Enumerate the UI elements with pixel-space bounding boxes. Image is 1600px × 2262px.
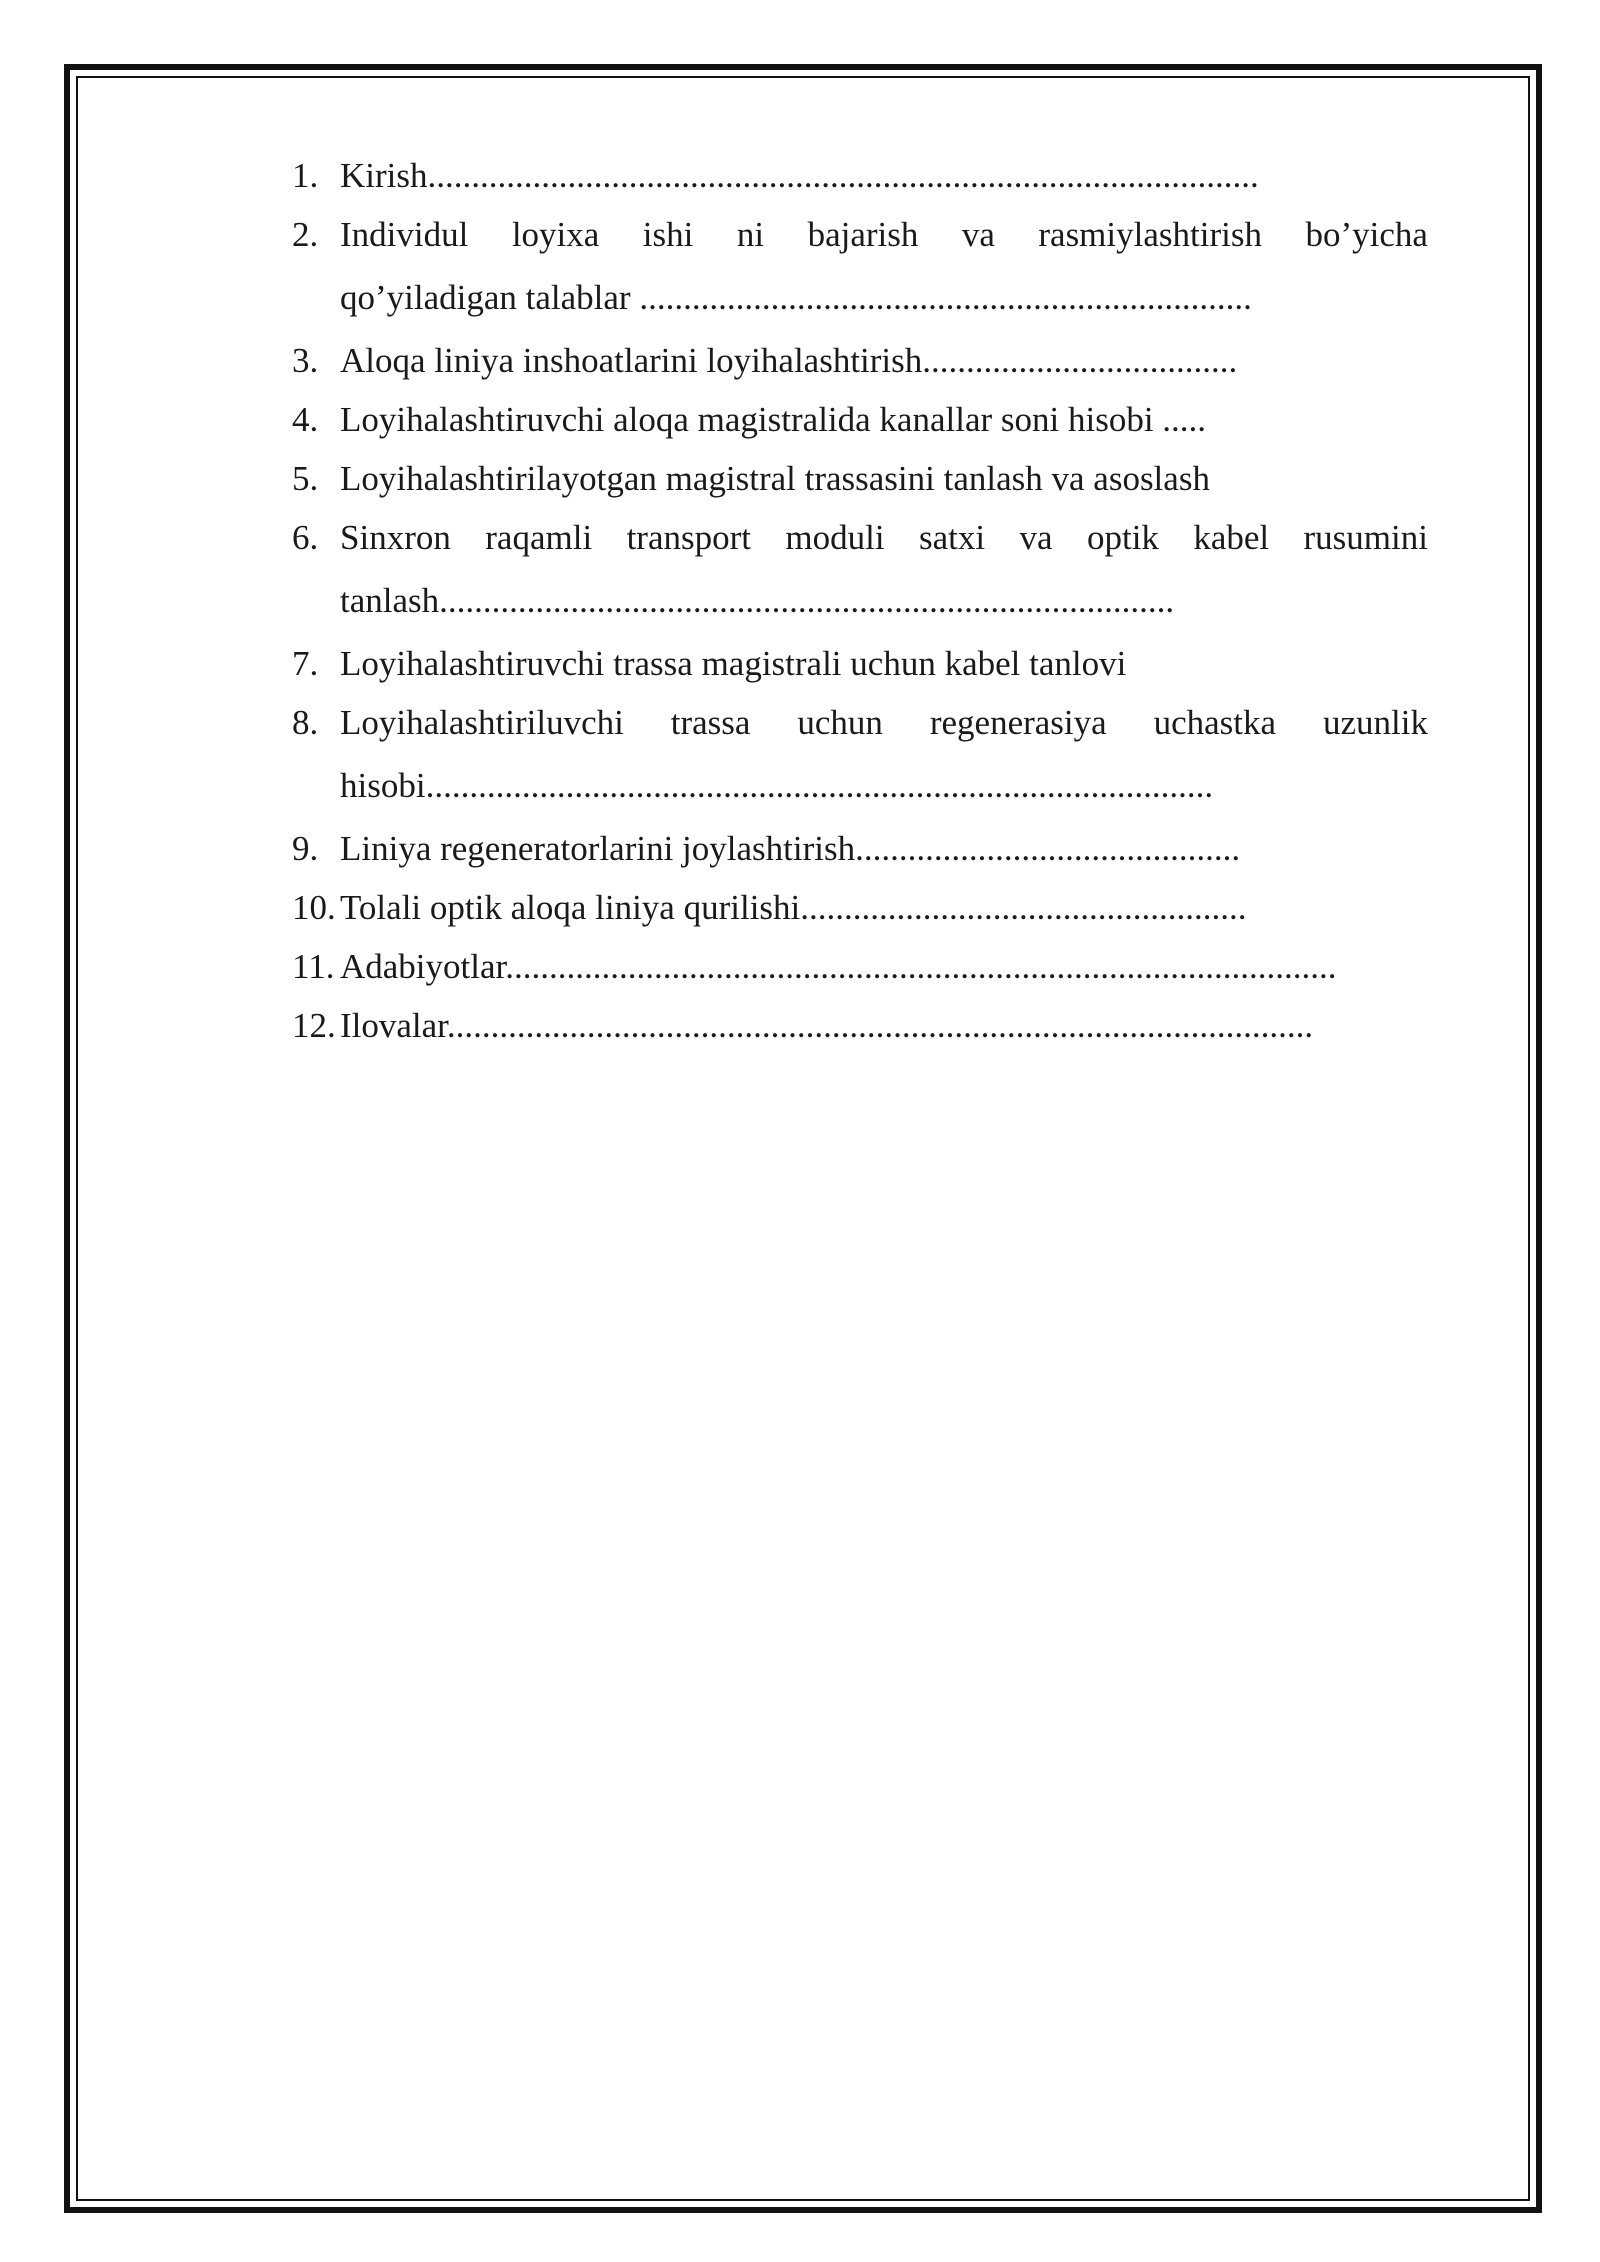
- toc-item-text-line1: [340, 508, 1428, 567]
- toc-item-number: 9.: [292, 829, 319, 868]
- toc-item-text: Ilovalar...................................................................................................: [340, 1006, 1314, 1045]
- toc-item-10: [288, 878, 1428, 937]
- toc-item-number: 2.: [292, 215, 319, 254]
- toc-word: uchastka: [1153, 703, 1277, 742]
- toc-item-text-line2: qo’yiladigan talablar ......................................................................: [340, 278, 1252, 317]
- toc-item-text-line2: tanlash....................................................................................: [340, 581, 1175, 620]
- toc-item-number: 8.: [292, 703, 319, 742]
- toc-word: kabel: [1193, 518, 1270, 557]
- toc-word: Loyihalashtiriluvchi: [340, 703, 624, 742]
- toc-item-text: Loyihalashtiruvchi aloqa magistralida kanallar soni hisobi .....: [340, 400, 1207, 439]
- toc-word: bo’yicha: [1305, 215, 1428, 254]
- toc-item-number: 7.: [292, 644, 319, 683]
- toc-word: trassa: [670, 703, 751, 742]
- toc-word: uchun: [797, 703, 883, 742]
- toc-word: bajarish: [807, 215, 919, 254]
- toc-item-number: 5.: [292, 459, 319, 498]
- toc-item-number: 12.: [292, 1006, 336, 1045]
- toc-word: ni: [736, 215, 765, 254]
- toc-item-2: [288, 205, 1428, 331]
- toc-word: regenerasiya: [929, 703, 1107, 742]
- toc-word: rasmiylashtirish: [1038, 215, 1262, 254]
- toc-item-5: [288, 449, 1428, 508]
- toc-item-text: Adabiyotlar...............................................................................................: [340, 947, 1337, 986]
- toc-item-text: Loyihalashtiruvchi trassa magistrali uchun kabel tanlovi: [340, 644, 1127, 683]
- toc-word: loyixa: [511, 215, 600, 254]
- toc-word: optik: [1086, 518, 1159, 557]
- toc-item-6: [288, 508, 1428, 634]
- toc-item-text: Tolali optik aloqa liniya qurilishi...................................................: [340, 888, 1247, 927]
- toc-word: Sinxron: [340, 518, 451, 557]
- toc-word: transport: [626, 518, 751, 557]
- toc-item-text: Kirish...............................................................................................: [340, 156, 1259, 195]
- toc-word: Individul: [340, 215, 469, 254]
- toc-item-number: 10.: [292, 888, 336, 927]
- toc-word: rusumini: [1303, 518, 1428, 557]
- toc-word: raqamli: [485, 518, 593, 557]
- toc-item-text: Liniya regeneratorlarini joylashtirish............................................: [340, 829, 1241, 868]
- toc-word: moduli: [785, 518, 885, 557]
- toc-item-text: Loyihalashtirilayotgan magistral trassasini tanlash va asoslash: [340, 459, 1210, 498]
- toc-item-11: [288, 937, 1428, 996]
- toc-item-12: [288, 996, 1428, 1055]
- toc-item-7: [288, 634, 1428, 693]
- toc-item-4: [288, 390, 1428, 449]
- toc-word: va: [1019, 518, 1053, 557]
- toc-word: uzunlik: [1322, 703, 1428, 742]
- toc-item-number: 1.: [292, 156, 319, 195]
- toc-word: va: [961, 215, 995, 254]
- toc-item-9: [288, 819, 1428, 878]
- table-of-contents: [288, 146, 1428, 1055]
- toc-item-1: [288, 146, 1428, 205]
- toc-word: satxi: [919, 518, 986, 557]
- toc-item-text: Aloqa liniya inshoatlarini loyihalashtirish....................................: [340, 341, 1238, 380]
- toc-item-3: [288, 331, 1428, 390]
- toc-item-number: 11.: [292, 947, 335, 986]
- toc-item-number: 3.: [292, 341, 319, 380]
- toc-item-text-line1: [340, 693, 1428, 752]
- toc-item-8: [288, 693, 1428, 819]
- toc-item-number: 4.: [292, 400, 319, 439]
- toc-item-text-line1: [340, 205, 1428, 264]
- toc-word: ishi: [642, 215, 694, 254]
- toc-item-number: 6.: [292, 518, 319, 557]
- toc-item-text-line2: hisobi..........................................................................................: [340, 766, 1214, 805]
